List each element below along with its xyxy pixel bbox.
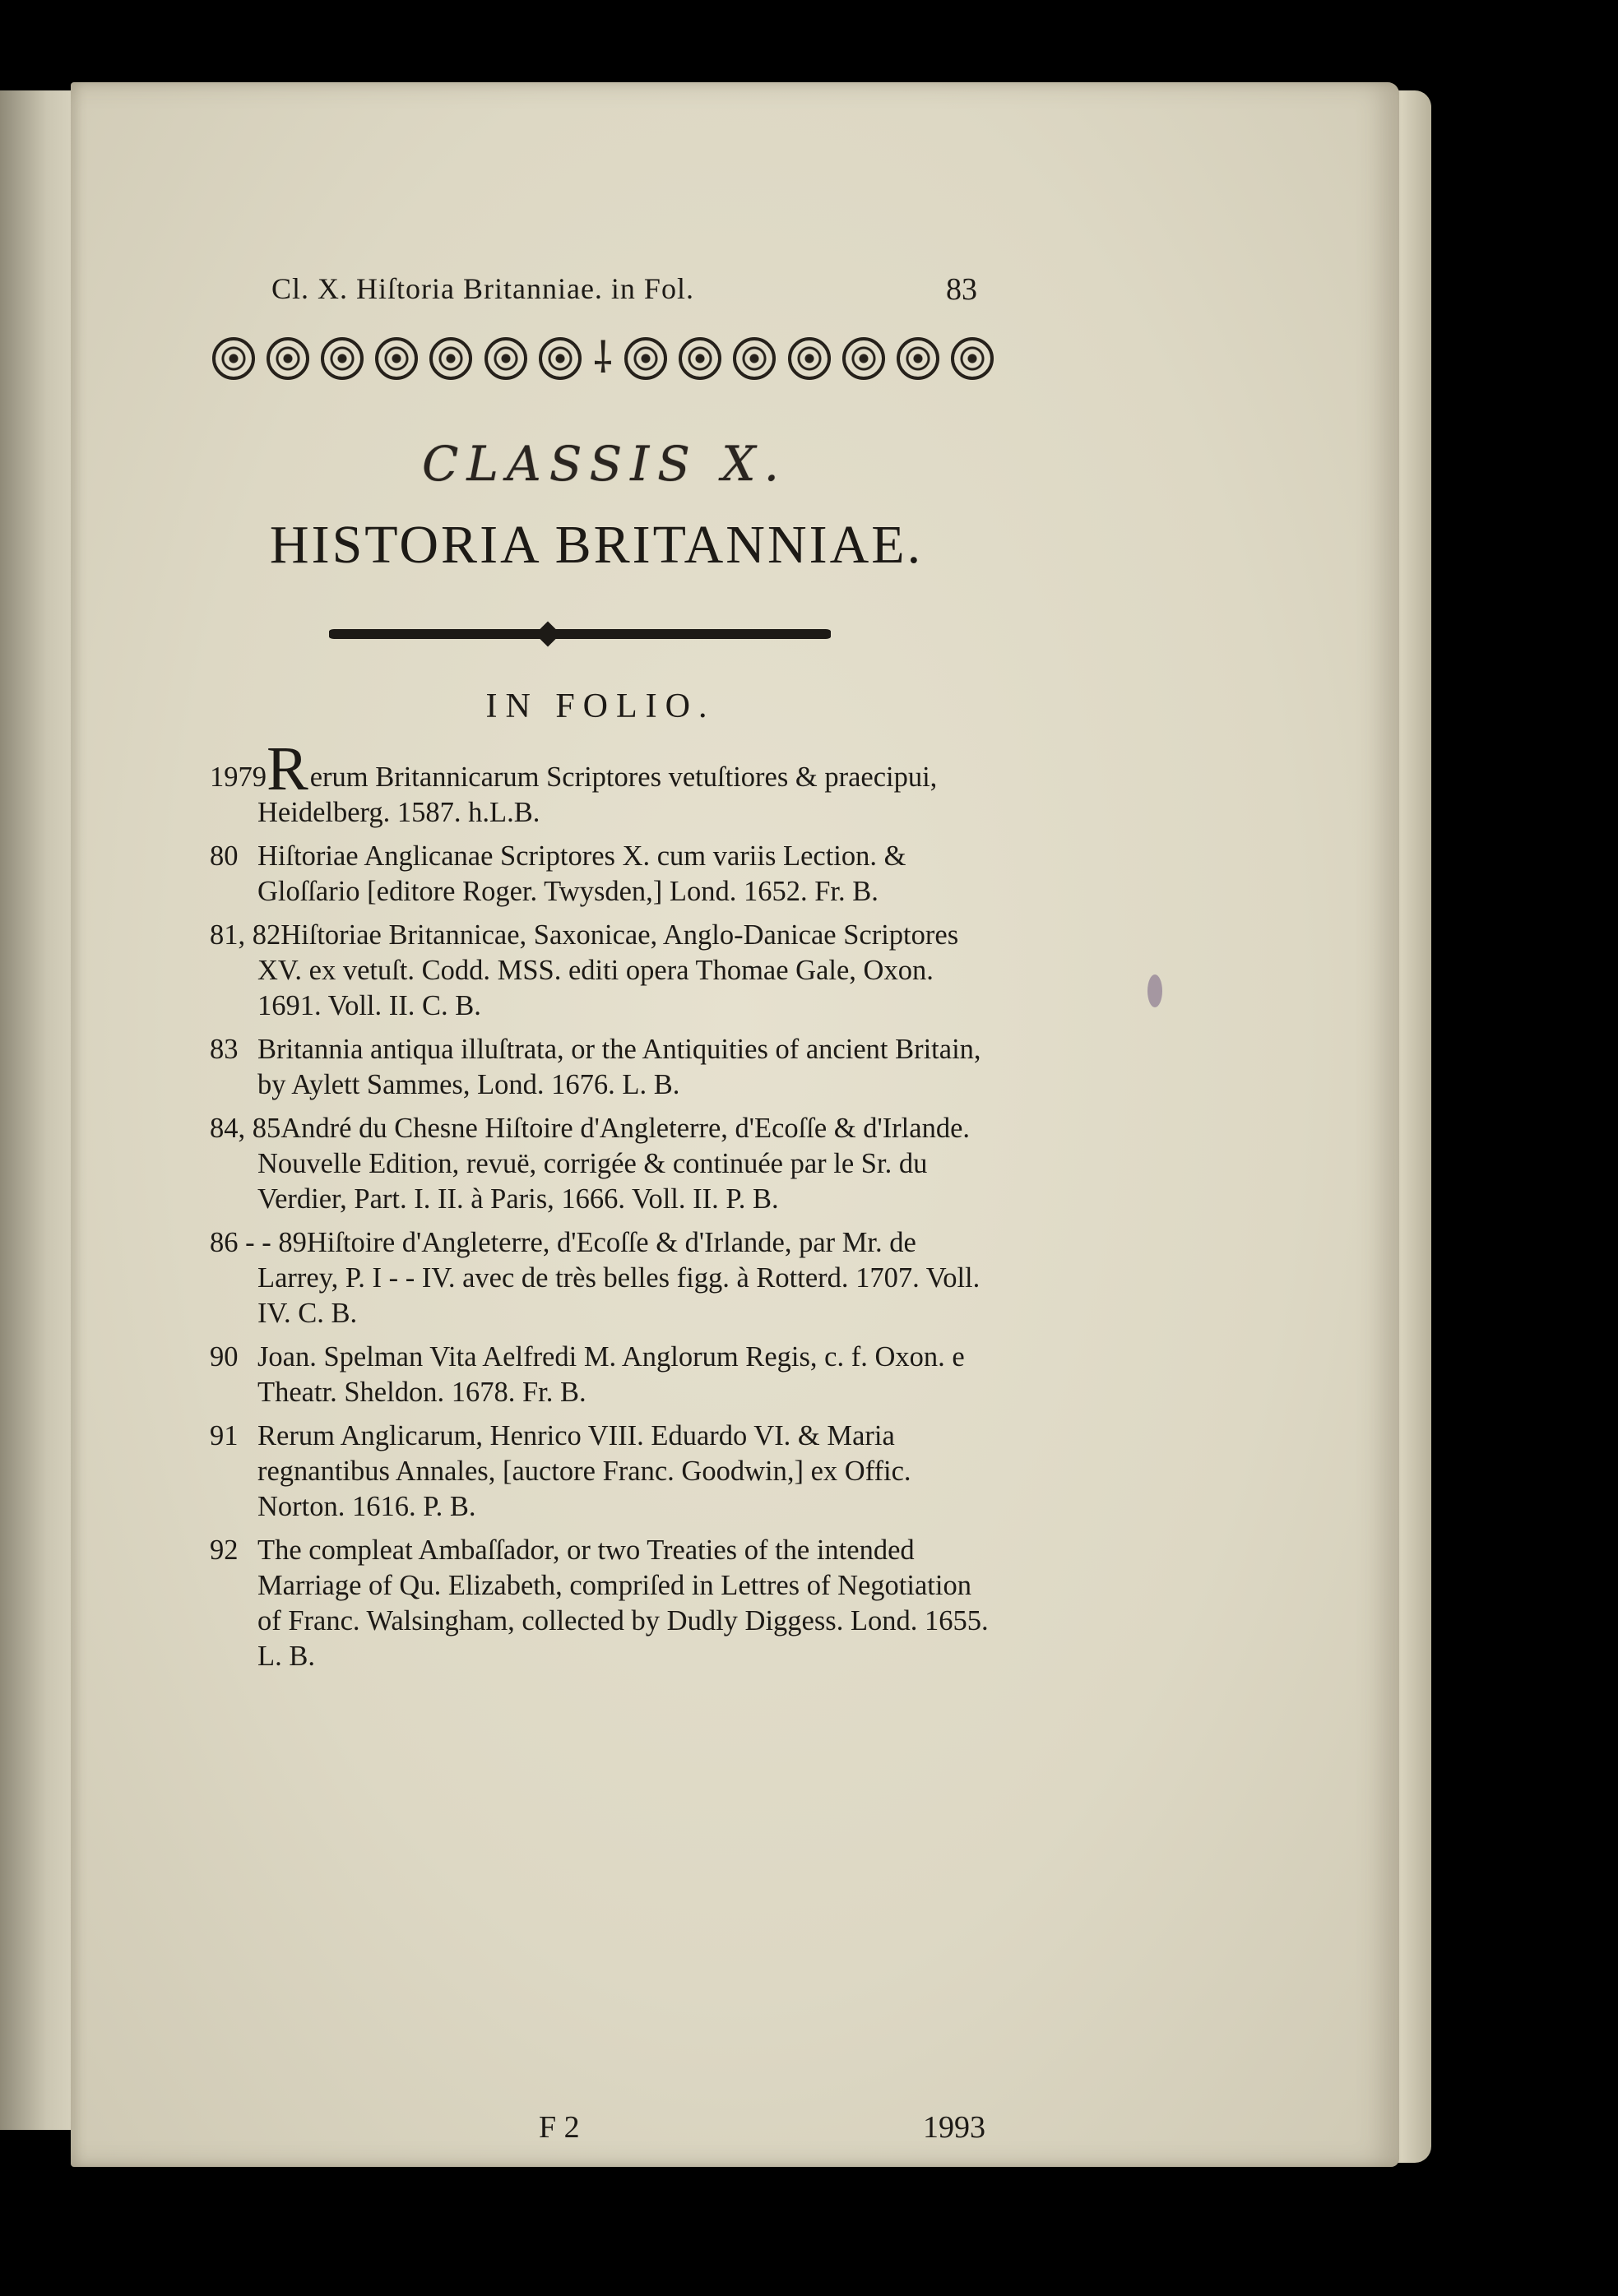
page-number: 83 (946, 272, 977, 307)
entry-text: André du Chesne Hiſtoire d'Angleterre, d'Ecoſſe & d'Irlande. Nouvelle Edition, revuë, corrigée & continuée par le Sr. du Verdier, Part. I. II. à Paris, 1666. Voll. II. P. B. (257, 1113, 971, 1215)
catalogue-entries (210, 734, 999, 1683)
rosette-icon (897, 337, 939, 380)
rosette-icon (375, 337, 418, 380)
rosette-icon (212, 337, 255, 380)
entry-text: Britannia antiqua illuſtrata, or the Antiquities of ancient Britain, by Aylett Sammes, Lond. 1676. L. B. (257, 1034, 981, 1100)
catalogue-entry (210, 1111, 999, 1217)
entry-text: Rerum Anglicarum, Henrico VIII. Eduardo VI. & Maria regnantibus Annales, [auctore Franc. Goodwin,] ex Offic. Norton. 1616. P. B. (257, 1420, 911, 1522)
rosette-icon (951, 337, 994, 380)
catalogue-entry (210, 1533, 999, 1674)
running-head: Cl. X. Hiſtoria Britanniae. in Fol. (271, 272, 694, 305)
catalogue-entry (210, 918, 999, 1024)
entry-number: 92 (210, 1535, 239, 1566)
catalogue-entry (210, 839, 999, 910)
entry-number: 1979 (210, 761, 267, 793)
rosette-icon (484, 337, 527, 380)
fleuron-icon: ⸸ (592, 334, 614, 383)
entry-text: Joan. Spelman Vita Aelfredi M. Anglorum Regis, c. f. Oxon. e Theatr. Sheldon. 1678. Fr. B. (257, 1341, 965, 1408)
entry-text: Hiſtoriae Anglicanae Scriptores X. cum variis Lection. & Gloſſario [editore Roger. Twysden,] Lond. 1652. Fr. B. (257, 840, 906, 907)
rosette-icon (842, 337, 885, 380)
rosette-icon (321, 337, 364, 380)
rosette-icon (539, 337, 582, 380)
rosette-icon (788, 337, 831, 380)
section-title: IN FOLIO. (485, 687, 716, 725)
ink-stain (1147, 974, 1162, 1007)
entry-number: 91 (210, 1420, 239, 1451)
rosette-icon (624, 337, 667, 380)
entry-text: The compleat Ambaſſador, or two Treaties of the intended Marriage of Qu. Elizabeth, compriſed in Lettres of Negotiation of Franc. Walsingham, collected by Dudly Diggess. Lond. 1655. L. B. (257, 1535, 989, 1672)
entry-text: Hiſtoriae Britannicae, Saxonicae, Anglo-Danicae Scriptores XV. ex vetuſt. Codd. MSS. editi opera Thomae Gale, Oxon. 1691. Voll. II. C. B. (257, 919, 959, 1021)
catalogue-entry (210, 1340, 999, 1410)
entry-number: 83 (210, 1034, 239, 1065)
rosette-icon (429, 337, 472, 380)
class-heading: CLASSIS X. (421, 436, 788, 492)
ornamental-band (212, 333, 994, 384)
catalogue-entry (210, 1225, 999, 1331)
entry-number: 86 - - 89 (210, 1227, 307, 1258)
entry-text: Hiſtoire d'Angleterre, d'Ecoſſe & d'Irlande, par Mr. de Larrey, P. I - - IV. avec de très belles figg. à Rotterd. 1707. Voll. IV. C. B. (257, 1227, 981, 1329)
entry-number: 81, 82 (210, 919, 281, 951)
rosette-icon (679, 337, 721, 380)
signature-mark: F 2 (539, 2110, 580, 2145)
catalogue-entry (210, 1032, 999, 1103)
catalogue-entry (210, 734, 999, 831)
entry-text: erum Britannicarum Scriptores vetuſtiores & praecipui, Heidelberg. 1587. h.L.B. (257, 761, 938, 828)
previous-page-edge (0, 90, 78, 2130)
catalogue-entry (210, 1419, 999, 1525)
entry-number: 90 (210, 1341, 239, 1373)
title-rule (329, 629, 831, 639)
entry-number: 84, 85 (210, 1113, 281, 1144)
catchword: 1993 (923, 2110, 985, 2145)
main-title: HISTORIA BRITANNIAE. (269, 515, 924, 575)
drop-capital: R (267, 734, 308, 803)
rosette-icon (733, 337, 776, 380)
entry-number: 80 (210, 840, 239, 872)
rosette-icon (267, 337, 309, 380)
